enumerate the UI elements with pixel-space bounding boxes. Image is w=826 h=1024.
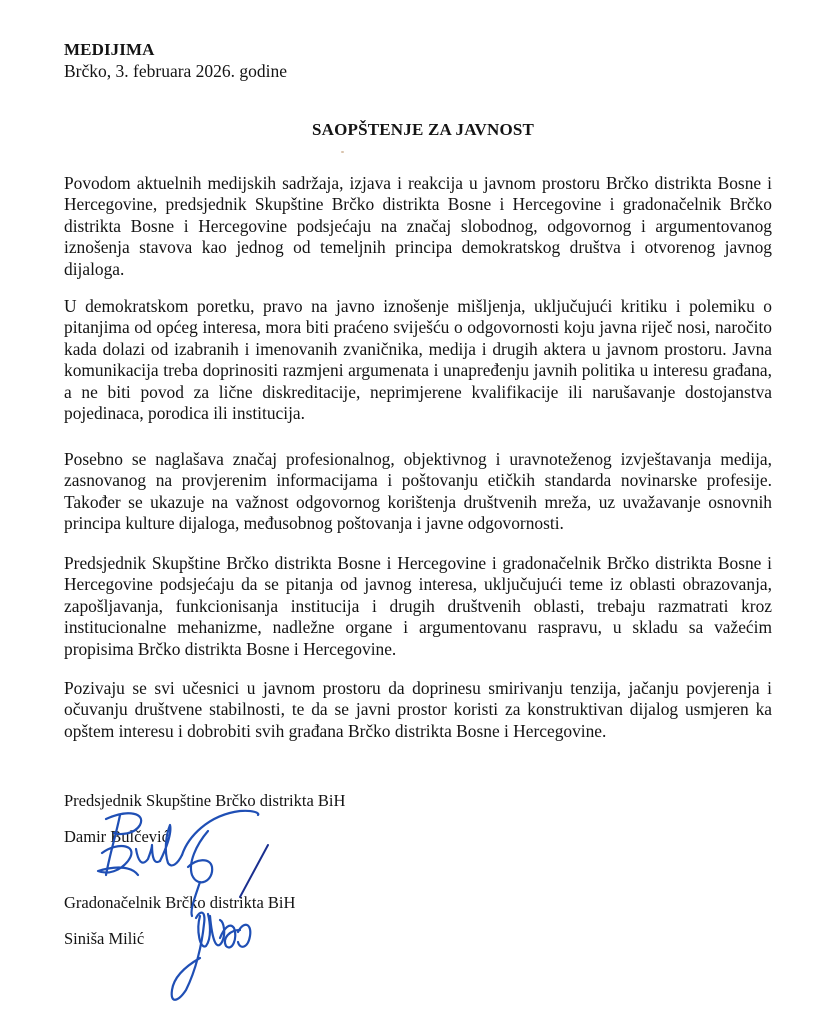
- paragraph-text: U demokratskom poretku, pravo na javno iznošenje mišljenja, uključujući kritiku i polemiku o pitanjima od općeg interesa, mora biti praćeno sviješću o odgovornosti koju javna riječ nosi, naročito kada dolazi od izabranih i imenovanih zvaničnika, medija i drugih aktera u javnom prostoru. Javna komunikacija treba doprinositi razmjeni argumenata i unapređenju javnih politika u interesu građana, a ne biti povod za lične diskreditacije, neprimjerene kvalifikacije ili narušavanje dostojanstva pojedinaca, porodica ili institucija.: [64, 296, 772, 424]
- signatory-title: Gradonačelnik Brčko distrikta BiH: [64, 893, 296, 912]
- scan-speck: [341, 151, 344, 153]
- body-paragraph: [64, 678, 772, 742]
- recipient-line: MEDIJIMA: [64, 40, 155, 59]
- body-paragraph: [64, 449, 772, 535]
- body-paragraph: [64, 553, 772, 660]
- document-title: SAOPŠTENJE ZA JAVNOST: [311, 120, 535, 139]
- signatory-name: Siniša Milić: [64, 929, 145, 948]
- dateline: Brčko, 3. februara 2026. godine: [64, 61, 288, 81]
- signatory-name: Damir Bulčević: [64, 827, 169, 846]
- signatory-title: Predsjednik Skupštine Brčko distrikta BiH: [64, 791, 346, 810]
- paragraph-text: Povodom aktuelnih medijskih sadržaja, izjava i reakcija u javnom prostoru Brčko distrikta Bosne i Hercegovine, predsjednik Skupštine Brčko distrikta Bosne i Hercegovine i gradonačelnik Brčko distrikta Bosne i Hercegovine podsjećaju na značaj slobodnog, odgovornog i argumentovanog iznošenja stavova kao jednog od temeljnih principa demokratskog društva i otvorenog javnog dijaloga.: [64, 173, 772, 279]
- body-paragraph: [64, 173, 772, 280]
- body-paragraph: [64, 296, 772, 424]
- paragraph-text: Posebno se naglašava značaj profesionalnog, objektivnog i uravnoteženog izvještavanja medija, zasnovanog na provjerenim informacijama i poštovanju etičkih standarda novinarske profesije. Također se ukazuje na važnost odgovornog korištenja društvenih mreža, uz uvažavanje osnovnih principa kulture dijaloga, međusobnog poštovanja i javne odgovornosti.: [64, 449, 772, 534]
- handwritten-signature-icon: [88, 805, 278, 900]
- paragraph-text: Predsjednik Skupštine Brčko distrikta Bosne i Hercegovine i gradonačelnik Brčko distrikta Bosne i Hercegovine podsjećaju da se pitanja od javnog interesa, uključujući teme iz oblasti obrazovanja, zapošljavanja, funkcionisanja institucija i drugih društvenih oblasti, trebaju razmatrati kroz institucionalne mehanizme, nadležne organe i argumentovanu raspravu, u skladu sa važećim propisima Brčko distrikta Bosne i Hercegovine.: [64, 553, 772, 659]
- paragraph-text: Pozivaju se svi učesnici u javnom prostoru da doprinesu smirivanju tenzija, jačanju povjerenja i očuvanju društvene stabilnosti, te da se javni prostor koristi za konstruktivan dijalog usmjeren ka opštem interesu i dobrobiti svih građana Brčko distrikta Bosne i Hercegovine.: [64, 678, 772, 741]
